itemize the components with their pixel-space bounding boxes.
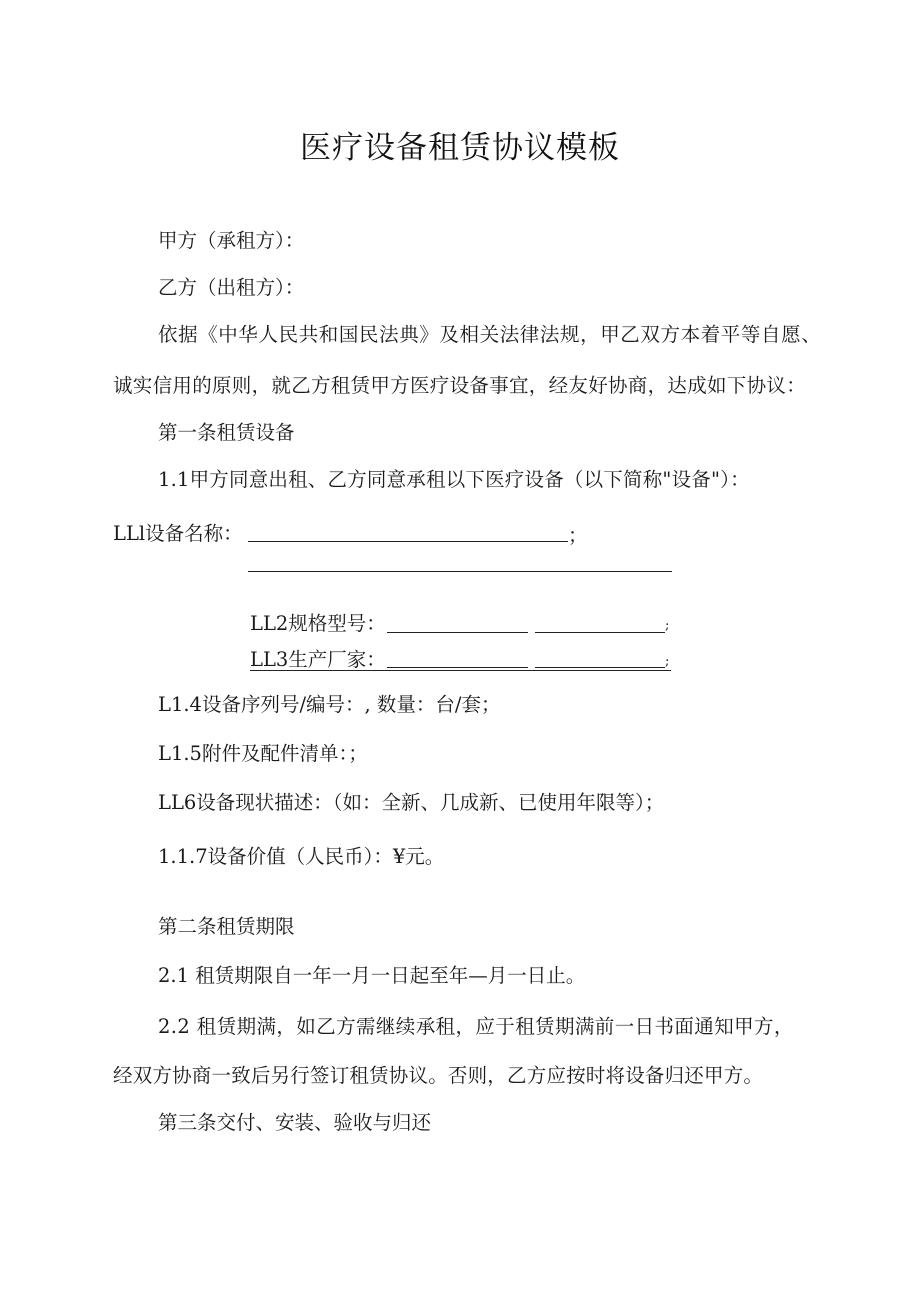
item-4-serial-number: L1.4设备序列号/编号：, 数量：台/套； [158, 693, 501, 716]
item-1-blank-line-2 [248, 571, 672, 572]
document-title: 医疗设备租赁协议模板 [300, 130, 620, 166]
clause-2-2-line-1: 2.2 租赁期满，如乙方需继续承租，应于租赁期满前一日书面通知甲方， [158, 1015, 794, 1038]
article-2-heading: 第二条租赁期限 [158, 915, 295, 938]
item-2-label: LL2规格型号： [250, 612, 386, 635]
party-a-line: 甲方（承租方）： [158, 229, 305, 252]
item-3-label-underline [250, 670, 671, 671]
item-5-accessories: L1.5附件及配件清单：； [158, 742, 368, 765]
preamble-line-1: 依据《中华人民共和国民法典》及相关法律法规，甲乙双方本着平等自愿、 [158, 323, 822, 346]
item-3-end-mark: ; [665, 654, 670, 669]
item-6-condition: LL6设备现状描述：（如：全新、几成新、已使用年限等）； [158, 791, 665, 814]
item-2-end-mark: ; [665, 618, 670, 633]
article-1-heading: 第一条租赁设备 [158, 421, 295, 444]
item-1-end-mark: ； [568, 524, 588, 547]
party-b-line: 乙方（出租方）： [158, 276, 305, 299]
item-7-value: 1.1.7设备价值（人民币）：¥元。 [158, 845, 445, 868]
clause-2-2-line-2: 经双方协商一致后另行签订租赁协议。否则，乙方应按时将设备归还甲方。 [113, 1064, 764, 1087]
item-3-blank-line-b [535, 667, 665, 668]
item-3-label: LL3生产厂家： [250, 648, 386, 671]
preamble-line-2: 诚实信用的原则，就乙方租赁甲方医疗设备事宜，经友好协商，达成如下协议： [113, 374, 807, 397]
item-3-blank-line-a [387, 667, 528, 668]
article-3-heading: 第三条交付、安装、验收与归还 [158, 1111, 432, 1134]
clause-2-1: 2.1 租赁期限自一年一月一日起至年—月一日止。 [158, 964, 586, 987]
item-1-label: LLl设备名称： [113, 522, 243, 545]
item-1-blank-line [248, 541, 568, 542]
item-2-blank-line-a [387, 632, 528, 633]
clause-1-1: 1.1甲方同意出租、乙方同意承租以下医疗设备（以下简称"设备"）： [158, 468, 750, 491]
item-2-blank-line-b [535, 632, 665, 633]
